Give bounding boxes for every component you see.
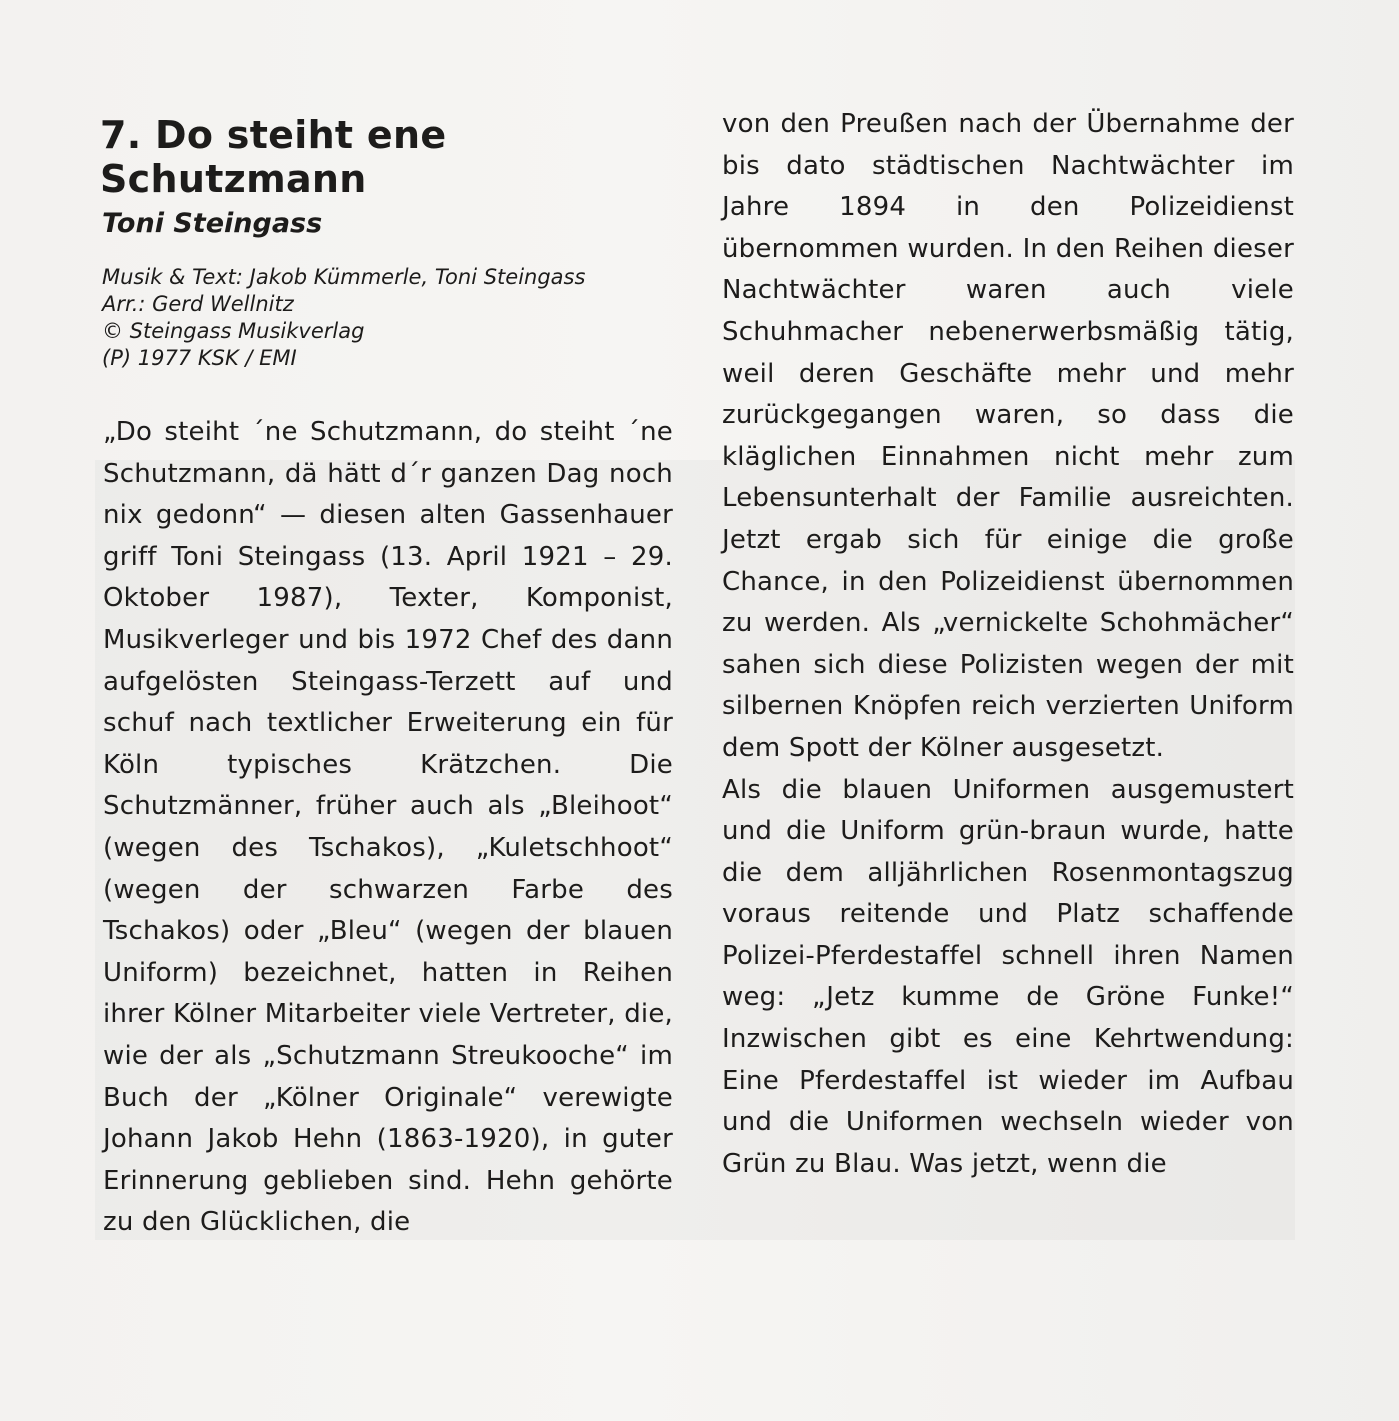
song-artist: Toni Steingass	[102, 208, 323, 239]
body-paragraph: von den Preußen nach der Übernahme der bis dato städtischen Nachtwächter im Jahre 1894 in den Polizeidienst übernommen wurden. In den Reihen dieser Nachtwächter waren auch viele Schuhmacher nebenerwerbsmäßig tätig, weil deren Geschäfte mehr und mehr zurückgegangen waren, so dass die kläglichen Einnahmen nicht mehr zum Lebensunterhalt der Familie ausreichten. Jetzt ergab sich für einige die große Chance, in den Polizeidienst übernommen zu werden. Als „vernickelte Schohmächer“ sahen sich diese Polizisten wegen der mit silbernen Knöpfen reich verzierten Uniform dem Spott der Kölner ausgesetzt.	[722, 109, 1294, 763]
credit-line-phonogram: (P) 1977 KSK / EMI	[102, 346, 297, 370]
credit-line-arranger: Arr.: Gerd Wellnitz	[102, 292, 294, 316]
text-column-right	[722, 104, 1294, 1185]
credit-line-publisher: © Steingass Musikverlag	[102, 319, 365, 343]
credit-line-music-text: Musik & Text: Jakob Kümmerle, Toni Steingass	[102, 265, 586, 289]
song-credits	[102, 264, 585, 372]
text-column-left	[103, 412, 673, 1244]
body-paragraph: Als die blauen Uniformen ausgemustert und die Uniform grün-braun wurde, hatte die dem alljährlichen Rosenmontagszug voraus reitende und Platz schaffende Polizei-Pferdestaffel schnell ihren Namen weg: „Jetz kumme de Gröne Funke!“ Inzwischen gibt es eine Kehrtwendung: Eine Pferdestaffel ist wieder im Aufbau und die Uniformen wechseln wieder von Grün zu Blau. Was jetzt, wenn die	[722, 774, 1294, 1179]
body-paragraph: „Do steiht ´ne Schutzmann, do steiht ´ne Schutzmann, dä hätt d´r ganzen Dag noch nix gedonn“ — diesen alten Gassenhauer griff Toni Steingass (13. April 1921 – 29. Oktober 1987), Texter, Komponist, Musikverleger und bis 1972 Chef des dann aufgelösten Steingass-Terzett auf und schuf nach textlicher Erweiterung ein für Köln typisches Krätzchen. Die Schutzmänner, früher auch als „Bleihoot“ (wegen des Tschakos), „Kuletschhoot“ (wegen der schwarzen Farbe des Tschakos) oder „Bleu“ (wegen der blauen Uniform) bezeichnet, hatten in Reihen ihrer Kölner Mitarbeiter viele Vertreter, die, wie der als „Schutzmann Streukooche“ im Buch der „Kölner Originale“ verewigte Johann Jakob Hehn (1863-1920), in guter Erinnerung geblieben sind. Hehn gehörte zu den Glücklichen, die	[103, 417, 673, 1238]
song-title: 7. Do steiht ene Schutzmann	[100, 113, 447, 201]
